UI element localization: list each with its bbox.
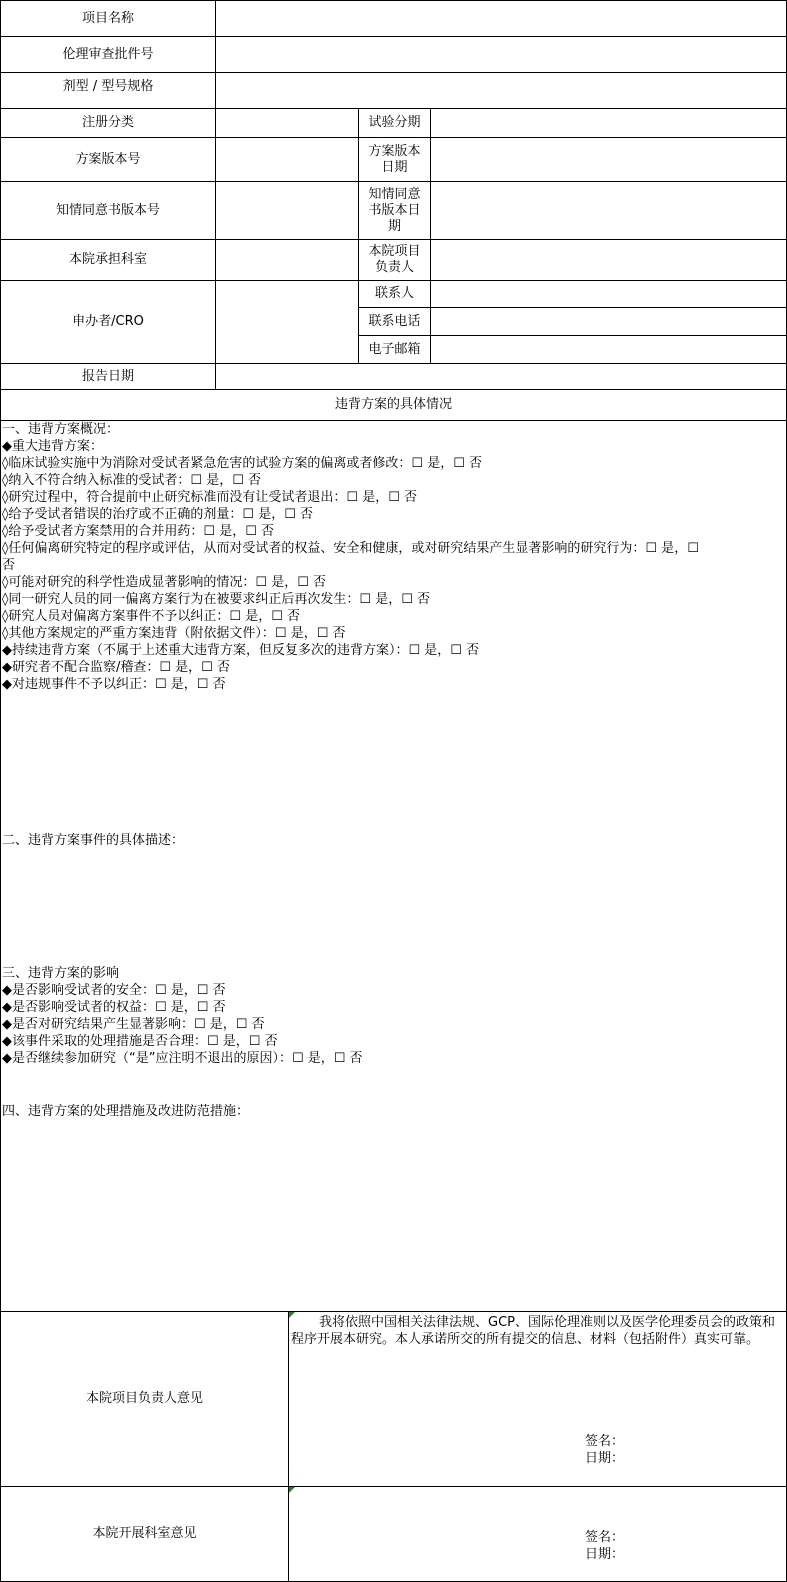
dept-opinion-field[interactable] <box>288 1486 787 1582</box>
details-line: ◊给予受试者方案禁用的合并用药：☐ 是，☐ 否 <box>2 524 274 539</box>
protocol-version-date-label <box>358 137 431 182</box>
pi-label <box>358 239 431 281</box>
reg-category-field[interactable] <box>215 108 359 138</box>
consent-version-label <box>0 181 216 240</box>
consent-version-text: 知情同意书版本号 <box>55 202 160 218</box>
ethics-no-field[interactable] <box>215 36 787 73</box>
ethics-no-text: 伦理审查批件号 <box>62 46 154 62</box>
phone-label <box>358 307 431 336</box>
section-title <box>0 389 787 421</box>
details-line: ◆研究者不配合监察/稽查：☐ 是，☐ 否 <box>2 660 230 675</box>
dept-sign-label: 签名： <box>585 1530 625 1545</box>
details-line: ◊纳入不符合纳入标准的受试者：☐ 是，☐ 否 <box>2 473 261 488</box>
details-line: ◊其他方案规定的严重方案违背（附依据文件）：☐ 是，☐ 否 <box>2 626 346 641</box>
email-field[interactable] <box>430 335 787 364</box>
details-line: ◆持续违背方案（不属于上述重大违背方案，但反复多次的违背方案）：☐ 是，☐ 否 <box>2 643 480 658</box>
contact-field[interactable] <box>430 280 787 308</box>
consent-version-date-text: 知情同意书版本日期 <box>368 186 421 234</box>
section-title-text: 违背方案的具体情况 <box>334 397 452 412</box>
consent-version-date-label <box>358 181 431 240</box>
dept-opinion-label <box>0 1486 289 1582</box>
protocol-version-field[interactable] <box>215 137 359 182</box>
impact-line: ◆是否对研究结果产生显著影响：☐ 是，☐ 否 <box>2 1017 265 1032</box>
department-field[interactable] <box>215 239 359 281</box>
reg-category-text: 注册分类 <box>81 115 134 130</box>
contact-label <box>358 280 431 308</box>
dosage-form-text: 剂型 / 型号规格 <box>62 79 154 94</box>
description-heading-text: 二、违背方案事件的具体描述： <box>2 833 185 848</box>
pi-opinion-label <box>0 1311 289 1487</box>
dosage-form-field[interactable] <box>215 72 787 109</box>
protocol-version-label <box>0 137 216 182</box>
contact-text: 联系人 <box>374 286 414 301</box>
department-label <box>0 239 216 281</box>
impact-line: ◆是否影响受试者的权益：☐ 是，☐ 否 <box>2 1000 226 1015</box>
phone-field[interactable] <box>430 307 787 336</box>
email-label <box>358 335 431 364</box>
pi-date-label: 日期： <box>585 1451 625 1466</box>
consent-version-field[interactable] <box>215 181 359 240</box>
impact-line: ◆是否影响受试者的安全：☐ 是，☐ 否 <box>2 983 226 998</box>
details-line: ◊临床试验实施中为消除对受试者紧急危害的试验方案的偏离或者修改：☐ 是，☐ 否 <box>2 456 482 471</box>
comment-marker-icon <box>289 1487 295 1493</box>
consent-version-date-field[interactable] <box>430 181 787 240</box>
impact-line: ◆该事件采取的处理措施是否合理：☐ 是，☐ 否 <box>2 1034 278 1049</box>
report-date-field[interactable] <box>215 363 787 390</box>
measures-heading <box>2 1103 785 1120</box>
details-line: 一、违背方案概况： <box>2 422 120 437</box>
reg-category-label <box>0 108 216 138</box>
project-name-field[interactable] <box>215 0 787 37</box>
report-date-label <box>0 363 216 390</box>
details-line: ◆重大违背方案： <box>2 439 103 454</box>
details-line: ◊同一研究人员的同一偏离方案行为在被要求纠正后再次发生：☐ 是，☐ 否 <box>2 592 430 607</box>
pi-text: 本院项目负责人 <box>368 244 421 275</box>
details-line: ◊给予受试者错误的治疗或不正确的剂量：☐ 是，☐ 否 <box>2 507 313 522</box>
details-line: ◊研究人员对偏离方案事件不予以纠正：☐ 是，☐ 否 <box>2 609 300 624</box>
department-text: 本院承担科室 <box>68 252 147 267</box>
report-date-text: 报告日期 <box>81 368 134 384</box>
sponsor-field[interactable] <box>215 280 359 364</box>
sponsor-text: 申办者/CRO <box>72 314 144 329</box>
details-line: ◊研究过程中，符合提前中止研究标准而没有让受试者退出：☐ 是，☐ 否 <box>2 490 417 505</box>
trial-phase-text: 试验分期 <box>368 115 421 130</box>
details-line: ◆对违规事件不予以纠正：☐ 是，☐ 否 <box>2 677 226 692</box>
impact-line: ◆是否继续参加研究（“是”应注明不退出的原因）：☐ 是，☐ 否 <box>2 1051 363 1066</box>
trial-phase-label <box>358 108 431 138</box>
pi-sign-label: 签名： <box>585 1434 625 1449</box>
details-line: ◊任何偏离研究特定的程序或评估，从而对受试者的权益、安全和健康，或对研究结果产生显著影响的研究行为：☐ 是，☐ <box>2 541 699 556</box>
pi-statement: 我将依照中国相关法律法规、GCP、国际伦理准则以及医学伦理委员会的政策和程序开展本研究。本人承诺所交的所有提交的信息、材料（包括附件）真实可靠。 <box>291 1315 775 1347</box>
sponsor-label <box>0 280 216 364</box>
protocol-version-text: 方案版本号 <box>75 151 141 167</box>
ethics-no-label <box>0 36 216 73</box>
phone-text: 联系电话 <box>368 313 421 329</box>
trial-phase-field[interactable] <box>430 108 787 138</box>
protocol-version-date-field[interactable] <box>430 137 787 182</box>
dept-opinion-label-text: 本院开展科室意见 <box>92 1526 197 1541</box>
description-heading <box>2 832 785 849</box>
details-line: 否 <box>2 558 16 573</box>
dept-date-label: 日期： <box>585 1547 625 1562</box>
impact-list <box>2 965 785 1067</box>
pi-opinion-label-text: 本院项目负责人意见 <box>85 1391 203 1406</box>
protocol-version-date-text: 方案版本日期 <box>368 143 421 175</box>
project-name-label <box>0 0 216 37</box>
email-text: 电子邮箱 <box>368 341 421 357</box>
pi-field[interactable] <box>430 239 787 281</box>
project-name-text: 项目名称 <box>81 10 134 26</box>
dosage-form-label <box>0 72 216 109</box>
impact-line: 三、违背方案的影响 <box>2 966 120 981</box>
measures-heading-text: 四、违背方案的处理措施及改进防范措施： <box>2 1104 250 1119</box>
details-line: ◊可能对研究的科学性造成显著影响的情况：☐ 是，☐ 否 <box>2 575 326 590</box>
details-list <box>2 421 785 693</box>
